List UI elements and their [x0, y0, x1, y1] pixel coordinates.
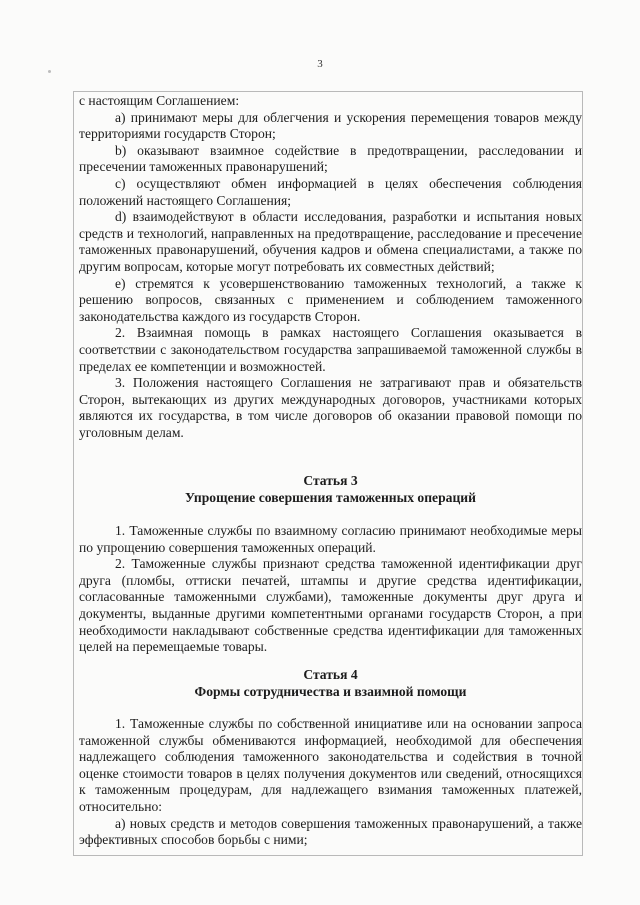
paragraph-intro: с настоящим Соглашением: [79, 93, 240, 108]
article-3-title: Упрощение совершения таможенных операций [185, 490, 476, 505]
list-item-c: c) осуществляют обмен информацией в целях обеспечения соблюдения положений настоящего Соглашения; [79, 175, 582, 208]
paragraph-3: 3. Положения настоящего Соглашения не затрагивают прав и обязательств Сторон, вытекающих из других международных договоров, участниками которых являются их государства, в том числе договоров об оказании правовой помощи по уголовным делам. [79, 375, 582, 440]
article-3-body [79, 523, 582, 656]
page-number: 3 [317, 58, 323, 70]
list-item-a: a) принимают меры для облегчения и ускорения перемещения товаров между территориями государств Сторон; [79, 109, 582, 142]
article-3-paragraph-1: 1. Таможенные службы по взаимному согласию принимают необходимые меры по упрощению совершения таможенных операций. [79, 523, 582, 555]
paragraph-2: 2. Взаимная помощь в рамках настоящего Соглашения оказывается в соответствии с законодательством государства запрашиваемой таможенной службы в пределах ее компетенции и возможностей. [79, 325, 582, 374]
article-4-title: Формы сотрудничества и взаимной помощи [194, 684, 467, 699]
article-3-paragraph-2: 2. Таможенные службы признают средства таможенной идентификации друг друга (пломбы, оттиски печатей, штампы и другие средства идентификации, согласованные таможенными службами), таможенные документы друг друга и документы, выданные другими компетентными органами государств Сторон, а при необходимости накладывают собственные средства идентификации для таможенных целей на перемещаемые товары. [79, 556, 582, 655]
article-4-list-item-a: a) новых средств и методов совершения таможенных правонарушений, а также эффективных способов борьбы с ними; [79, 815, 582, 848]
article-4-paragraph-1: 1. Таможенные службы по собственной инициативе или на основании запроса таможенной службы обмениваются информацией, необходимой для обеспечения надлежащего соблюдения таможенного законодательства и содействия в точной оценке стоимости товаров в целях получения документов или сведений, относящихся к таможенным процедурам, для надлежащего взимания таможенных платежей, относительно: [79, 716, 582, 814]
article-4-number: Статья 4 [303, 667, 358, 682]
article-4-body [79, 716, 582, 849]
list-item-b: b) оказывают взаимное содействие в предотвращении, расследовании и пресечении таможенных правонарушений; [79, 142, 582, 175]
article-3-heading [79, 472, 582, 506]
scan-artifact [48, 70, 51, 73]
section-top [79, 93, 582, 441]
article-3-number: Статья 3 [303, 473, 358, 488]
article-4-heading [79, 666, 582, 700]
list-item-e: e) стремятся к усовершенствованию таможенных технологий, а также к решению вопросов, связанных с применением и соблюдением таможенного законодательства каждого из государств Сторон. [79, 275, 582, 324]
list-item-d: d) взаимодействуют в области исследования, разработки и испытания новых средств и технологий, направленных на предотвращение, расследование и пресечение таможенных правонарушений, обучения кадров и обмена специалистами, а также по другим вопросам, которые могут потребовать их совместных действий; [79, 209, 582, 274]
